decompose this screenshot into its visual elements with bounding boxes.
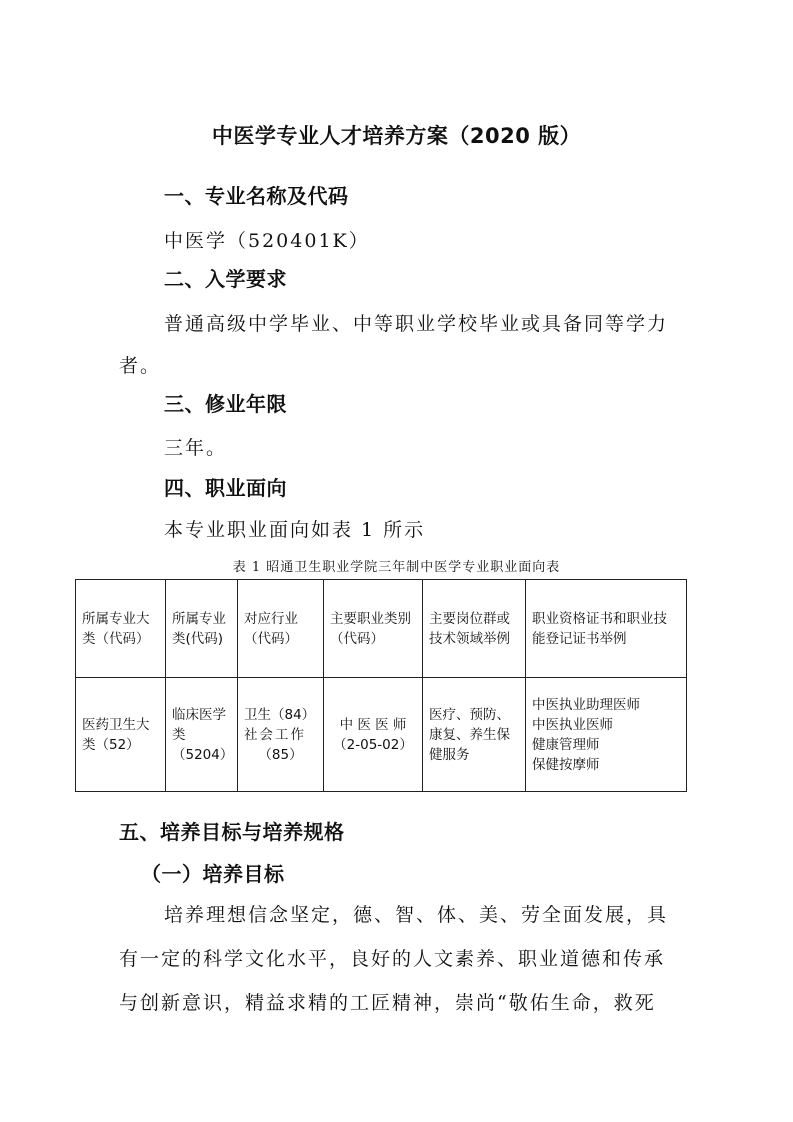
header-cell: 主要职业类别（代码） [324, 580, 423, 678]
section-4-text: 本专业职业面向如表 1 所示 [164, 519, 426, 541]
table-header-row [76, 580, 687, 678]
table-cell: 医药卫生大类（52） [76, 678, 166, 792]
occupation-table [75, 579, 687, 792]
cell-line: 临床医学类 [172, 706, 226, 743]
section-5-subheading: （一）培养目标 [141, 862, 285, 886]
cell-line: 中 医 医 师 [339, 716, 407, 733]
table-cell [238, 678, 324, 792]
cell-line: 中医执业助理医师 [532, 696, 640, 713]
cell-line: 社会工作 [244, 726, 306, 743]
header-cell: 所属专业大类（代码） [76, 580, 166, 678]
table-cell: 医疗、预防、康复、养生保健服务 [423, 678, 526, 792]
header-cell: 所属专业类(代码) [166, 580, 238, 678]
header-cell: 对应行业（代码） [238, 580, 324, 678]
cell-line: （2-05-02） [333, 736, 413, 753]
table-cell [526, 678, 687, 792]
table-cell [166, 678, 238, 792]
table-cell [324, 678, 423, 792]
cell-line: 健康管理师 [532, 736, 600, 753]
section-2-text-line1: 普通高级中学毕业、中等职业学校毕业或具备同等学力 [164, 313, 669, 335]
table-caption: 表 1 昭通卫生职业学院三年制中医学专业职业面向表 [232, 560, 561, 575]
section-3-text: 三年。 [164, 437, 228, 459]
cell-line: （5204） [172, 746, 234, 763]
header-cell: 主要岗位群或技术领域举例 [423, 580, 526, 678]
cell-line: （85） [258, 746, 303, 763]
cell-line: 卫生（84） [244, 706, 316, 723]
section-5-text-line1: 培养理想信念坚定，德、智、体、美、劳全面发展，具 [164, 904, 669, 926]
section-2-heading: 二、入学要求 [164, 267, 287, 291]
section-5-text-line3: 与创新意识，精益求精的工匠精神，崇尚“敬佑生命，救死 [119, 992, 656, 1014]
section-3-heading: 三、修业年限 [164, 392, 287, 416]
table-row [76, 678, 687, 792]
section-2-text-line2: 者。 [119, 355, 162, 377]
header-cell: 职业资格证书和职业技能登记证书举例 [526, 580, 687, 678]
section-1-heading: 一、专业名称及代码 [164, 184, 349, 208]
section-5-heading: 五、培养目标与培养规格 [119, 820, 345, 844]
cell-line: 中医执业医师 [532, 716, 613, 733]
section-1-text: 中医学（520401K） [164, 230, 370, 252]
section-5-text-line2: 有一定的科学文化水平，良好的人文素养、职业道德和传承 [119, 948, 666, 970]
cell-line: 保健按摩师 [532, 756, 600, 773]
document-title: 中医学专业人才培养方案（2020 版） [211, 124, 582, 148]
section-4-heading: 四、职业面向 [164, 476, 287, 500]
